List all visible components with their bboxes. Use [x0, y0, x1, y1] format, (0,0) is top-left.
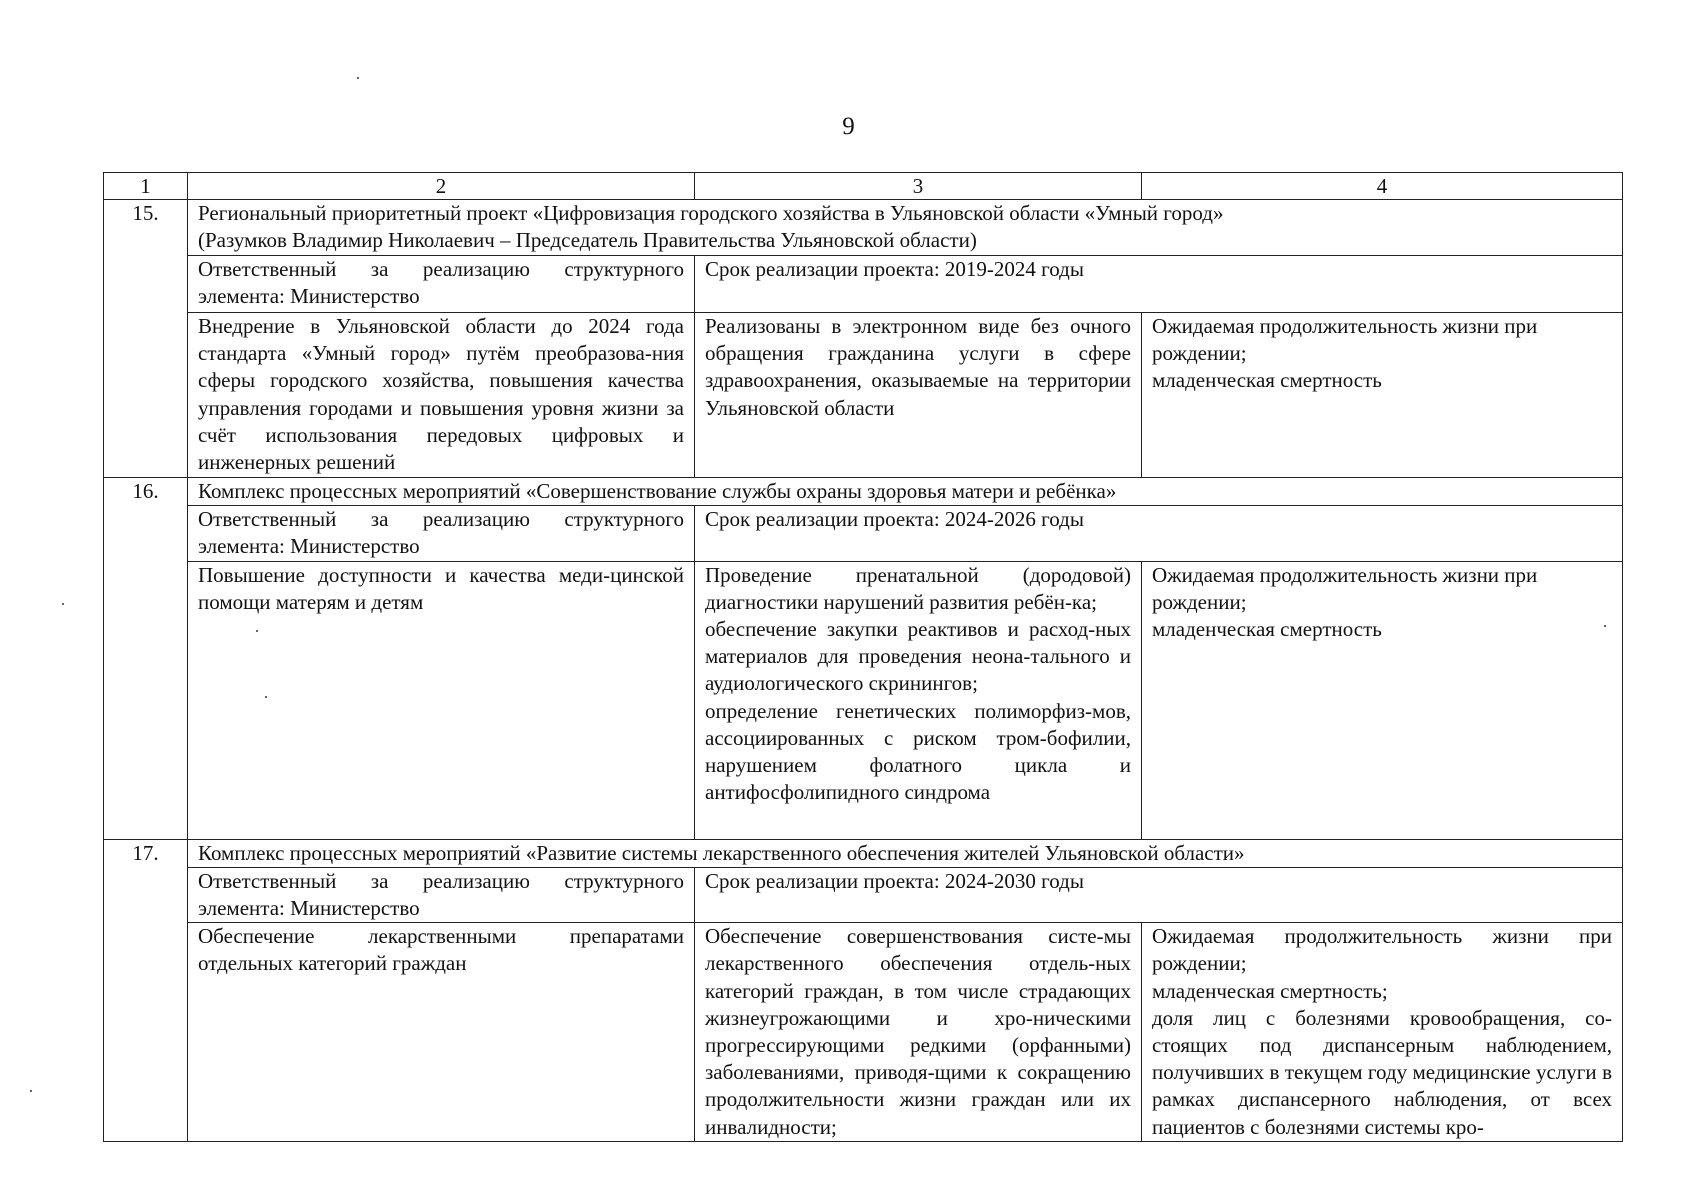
section-15-indicator-1: Ожидаемая продолжительность жизни при рождении; — [1152, 314, 1538, 366]
section-16-task: Повышение доступности и качества меди-цинской помощи матерям и детям — [188, 561, 695, 839]
section-16-title-row — [104, 478, 1623, 506]
section-15-indicator-2: младенческая смертность — [1152, 368, 1382, 393]
section-15-title-cell — [188, 200, 1623, 256]
section-17-title-row — [104, 839, 1623, 867]
section-17-indicator-1: Ожидаемая продолжительность жизни при рождении; — [1152, 924, 1612, 976]
section-16-number: 16. — [104, 478, 188, 840]
section-15-task: Внедрение в Ульяновской области до 2024 года стандарта «Умный город» путём преобразова-ния сферы городского хозяйства, повышения качества управления городами и повышения уровня жизни за счёт использования передовых цифровых и инженерных решений — [188, 313, 695, 478]
section-16-term: Срок реализации проекта: 2024-2026 годы — [695, 506, 1623, 561]
scan-speck — [357, 77, 359, 79]
section-16-indicators — [1142, 561, 1623, 839]
section-16-responsible-row — [104, 506, 1623, 561]
section-15-result: Реализованы в электронном виде без очного обращения гражданина услуги в сфере здравоохранения, оказываемые на территории Ульяновской области — [695, 313, 1142, 478]
section-15-title: Региональный приоритетный проект «Цифровизация городского хозяйства в Ульяновской области «Умный город» — [198, 201, 1224, 225]
column-header-2: 2 — [188, 173, 695, 200]
section-16-result-2: обеспечение закупки реактивов и расход-ных материалов для проведения неона-тального и аудиологического скринингов; — [705, 617, 1131, 696]
column-header-4: 4 — [1142, 173, 1623, 200]
section-17-result: Обеспечение совершенствования систе-мы лекарственного обеспечения отдель-ных категорий граждан, в том числе страдающих жизнеугрожающими и хро-ническими прогрессирующими редкими (орфанными) заболеваниями, приводя-щими к сокращению продолжительности жизни граждан или их инвалидности; — [695, 923, 1142, 1142]
section-15-indicators — [1142, 313, 1623, 478]
section-17-indicators — [1142, 923, 1623, 1142]
scan-speck — [30, 1090, 32, 1092]
program-table — [103, 172, 1623, 1142]
scan-speck — [62, 603, 64, 605]
section-16-result-3: определение генетических полиморфиз-мов, ассоциированных с риском тром-бофилии, нарушением фолатного цикла и антифосфолипидного синдрома — [705, 698, 1131, 805]
section-16-results — [695, 561, 1142, 839]
section-16-result-1: Проведение пренатальной (дородовой) диагностики нарушений развития ребён-ка; — [705, 562, 1131, 614]
section-17-number: 17. — [104, 839, 188, 1141]
header-row — [104, 173, 1623, 200]
section-17-responsible: Ответственный за реализацию структурного элемента: Министерство — [188, 867, 695, 922]
section-15-content-row — [104, 313, 1623, 478]
section-17-term: Срок реализации проекта: 2024-2030 годы — [695, 867, 1623, 922]
section-15-title-row — [104, 200, 1623, 256]
section-16-title: Комплекс процессных мероприятий «Совершенствование службы охраны здоровья матери и ребёнка» — [188, 478, 1623, 506]
section-15-subtitle: (Разумков Владимир Николаевич – Председатель Правительства Ульяновской области) — [198, 228, 977, 253]
section-17-content-row — [104, 923, 1623, 1142]
scan-speck — [256, 630, 258, 632]
section-15-responsible: Ответственный за реализацию структурного элемента: Министерство — [188, 256, 695, 313]
section-15-number: 15. — [104, 200, 188, 478]
scan-speck — [265, 696, 267, 698]
section-16-responsible: Ответственный за реализацию структурного элемента: Министерство — [188, 506, 695, 561]
section-17-indicator-3: доля лиц с болезнями кровообращения, со-стоящих под диспансерным наблюдением, получивших в текущем году медицинские услуги в рамках диспансерного наблюдения, от всех пациентов с болезнями системы кро- — [1152, 1005, 1612, 1139]
section-17-title: Комплекс процессных мероприятий «Развитие системы лекарственного обеспечения жителей Ульяновской области» — [188, 839, 1623, 867]
section-15-responsible-row — [104, 256, 1623, 313]
scan-speck — [1604, 625, 1606, 627]
section-15-term: Срок реализации проекта: 2019-2024 годы — [695, 256, 1623, 313]
section-16-indicator-2: младенческая смертность — [1152, 617, 1382, 642]
section-17-indicator-2: младенческая смертность; — [1152, 978, 1388, 1003]
page-number: 9 — [842, 113, 855, 140]
section-16-content-row — [104, 561, 1623, 839]
section-16-indicator-1: Ожидаемая продолжительность жизни при рождении; — [1152, 562, 1538, 614]
column-header-1: 1 — [104, 173, 188, 200]
column-header-3: 3 — [695, 173, 1142, 200]
section-17-responsible-row — [104, 867, 1623, 922]
section-17-task: Обеспечение лекарственными препаратами отдельных категорий граждан — [188, 923, 695, 1142]
